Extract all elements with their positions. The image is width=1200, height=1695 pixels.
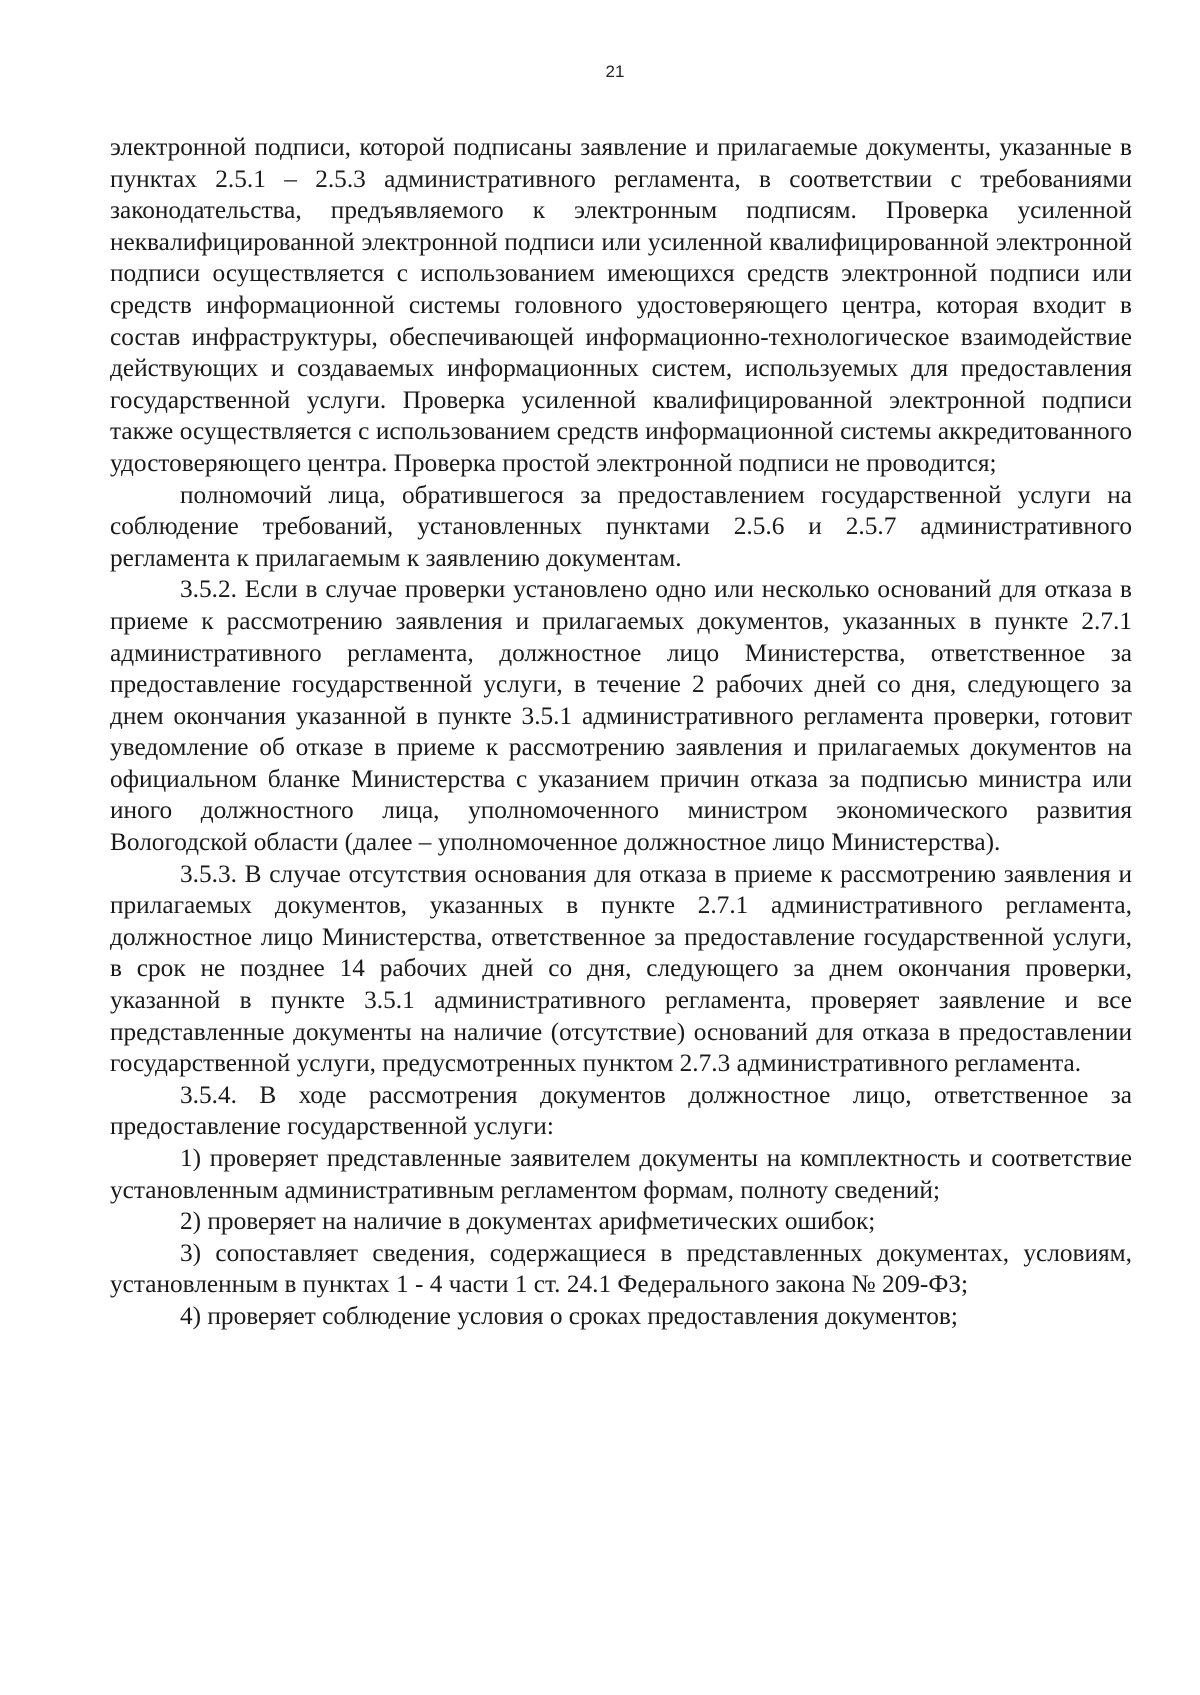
paragraph-continuation: электронной подписи, которой подписаны заявление и прилагаемые документы, указанные в пунктах 2.5.1 – 2.5.3 административного регламента, в соответствии с требованиями законодательства, предъявляемого к электронным подписям. Проверка усиленной неквалифицированной электронной подписи или усиленной квалифицированной электронной подписи осуществляется с использованием имеющихся средств электронной подписи или средств информационной системы головного удостоверяющего центра, которая входит в состав инфраструктуры, обеспечивающей информационно-технологическое взаимодействие действующих и создаваемых информационных систем, используемых для предоставления государственной услуги. Проверка усиленной квалифицированной электронной подписи также осуществляется с использованием средств информационной системы аккредитованного удостоверяющего центра. Проверка простой электронной подписи не проводится;: [110, 133, 1132, 477]
paragraph-3-5-2: 3.5.2. Если в случае проверки установлено одно или несколько оснований для отказа в приеме к рассмотрению заявления и прилагаемых документов, указанных в пункте 2.7.1 административного регламента, должностное лицо Министерства, ответственное за предоставление государственной услуги, в течение 2 рабочих дней со дня, следующего за днем окончания указанной в пункте 3.5.1 административного регламента проверки, готовит уведомление об отказе в приеме к рассмотрению заявления и прилагаемых документов на официальном бланке Министерства с указанием причин отказа за подписью министра или иного должностного лица, уполномоченного министром экономического развития Вологодской области (далее – уполномоченное должностное лицо Министерства).: [110, 575, 1132, 857]
paragraph-3-5-4: 3.5.4. В ходе рассмотрения документов должностное лицо, ответственное за предоставление государственной услуги:: [110, 1080, 1132, 1141]
page-number: 21: [605, 62, 625, 81]
paragraph-3-5-3: 3.5.3. В случае отсутствия основания для отказа в приеме к рассмотрению заявления и прилагаемых документов, указанных в пункте 2.7.1 административного регламента, должностное лицо Министерства, ответственное за предоставление государственной услуги, в срок не позднее 14 рабочих дней со дня, следующего за днем окончания проверки, указанной в пункте 3.5.1 административного регламента, проверяет заявление и все представленные документы на наличие (отсутствие) оснований для отказа в предоставлении государственной услуги, предусмотренных пунктом 2.7.3 административного регламента.: [110, 859, 1132, 1078]
list-item-4: 4) проверяет соблюдение условия о сроках предоставления документов;: [180, 1301, 958, 1330]
list-item-1: 1) проверяет представленные заявителем документы на комплектность и соответствие установленным административным регламентом формам, полноту сведений;: [110, 1144, 1132, 1204]
list-item-3: 3) сопоставляет сведения, содержащиеся в представленных документах, условиям, установленным в пунктах 1 - 4 части 1 ст. 24.1 Федерального закона № 209-ФЗ;: [110, 1238, 1132, 1299]
paragraph-authority-check: полномочий лица, обратившегося за предоставлением государственной услуги на соблюдение требований, установленных пунктами 2.5.6 и 2.5.7 административного регламента к прилагаемым к заявлению документам.: [110, 480, 1132, 572]
document-body: [110, 132, 1132, 1333]
list-item-2: 2) проверяет на наличие в документах арифметических ошибок;: [180, 1207, 876, 1236]
